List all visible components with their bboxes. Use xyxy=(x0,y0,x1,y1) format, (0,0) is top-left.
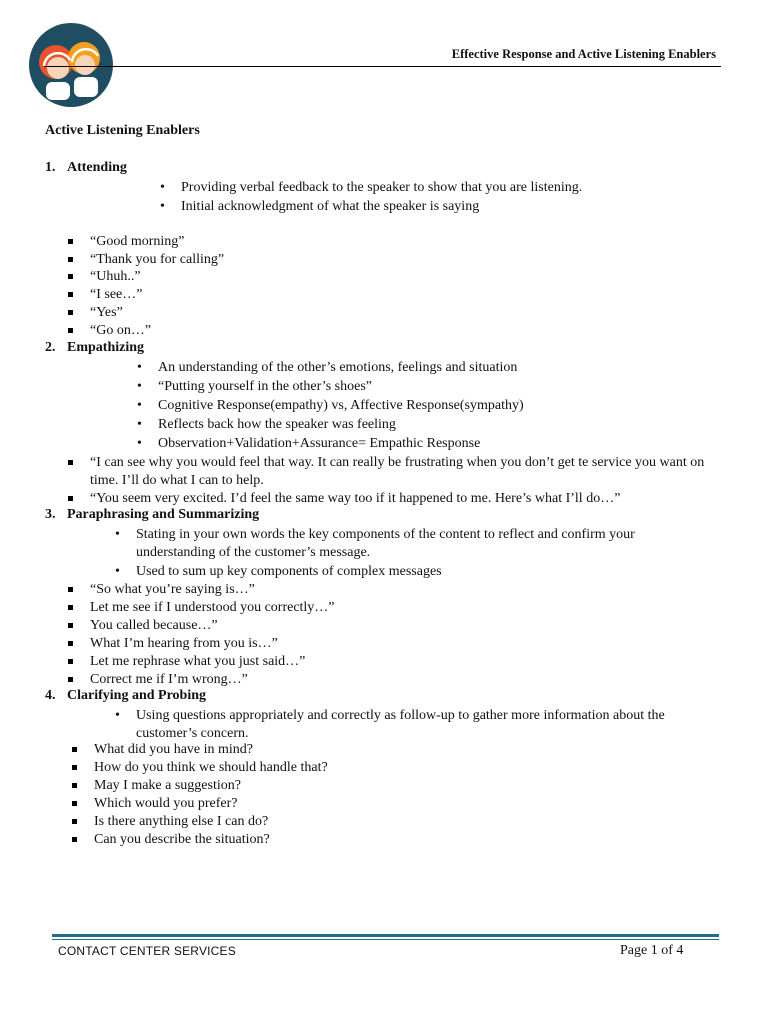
list-item: Using questions appropriately and correctly as follow-up to gather more information about the customer’s concern. xyxy=(136,708,665,741)
footer-company: CONTACT CENTER SERVICES xyxy=(58,944,236,958)
square-bullet xyxy=(68,257,73,262)
square-bullet xyxy=(68,496,73,501)
example-item: Let me see if I understood you correctly…” xyxy=(90,600,335,615)
square-bullet xyxy=(68,292,73,297)
list-item: Used to sum up key components of complex messages xyxy=(136,564,442,579)
square-bullet xyxy=(68,239,73,244)
company-logo-icon xyxy=(28,22,114,108)
section-title: Empathizing xyxy=(67,340,145,355)
section-number: 1. xyxy=(45,160,56,175)
example-item: “Good morning” xyxy=(90,234,185,249)
bullet-dot: • xyxy=(137,398,142,413)
example-item: Is there anything else I can do? xyxy=(94,814,269,829)
example-item: What I’m hearing from you is…” xyxy=(90,636,278,651)
square-bullet xyxy=(72,837,77,842)
square-bullet xyxy=(68,641,73,646)
bullet-dot: • xyxy=(115,708,120,723)
square-bullet xyxy=(68,460,73,465)
list-item: Initial acknowledgment of what the speaker is saying xyxy=(181,199,480,214)
header-divider xyxy=(44,66,721,67)
example-item: “Uhuh..” xyxy=(90,269,141,284)
square-bullet xyxy=(68,659,73,664)
example-item: “So what you’re saying is…” xyxy=(90,582,255,597)
example-item: “I see…” xyxy=(90,287,143,302)
square-bullet xyxy=(68,677,73,682)
list-item: Reflects back how the speaker was feeling xyxy=(158,417,396,432)
example-item: You called because…” xyxy=(90,618,218,633)
bullet-dot: • xyxy=(137,360,142,375)
bullet-dot: • xyxy=(137,417,142,432)
footer-divider xyxy=(52,934,719,937)
bullet-dot: • xyxy=(137,436,142,451)
example-item: “Thank you for calling” xyxy=(90,252,225,267)
example-item: “Go on…” xyxy=(90,323,152,338)
example-item: “I can see why you would feel that way. It can really be frustrating when you don’t get te service you want on time. I’ll do what I can to help. xyxy=(90,455,705,488)
square-bullet xyxy=(72,747,77,752)
list-item: An understanding of the other’s emotions, feelings and situation xyxy=(158,360,518,375)
list-item: Observation+Validation+Assurance= Empathic Response xyxy=(158,436,481,451)
bullet-dot: • xyxy=(137,379,142,394)
list-item: “Putting yourself in the other’s shoes” xyxy=(158,379,372,394)
square-bullet xyxy=(68,623,73,628)
example-item: Can you describe the situation? xyxy=(94,832,270,847)
section-number: 3. xyxy=(45,507,56,522)
example-item: “You seem very excited. I’d feel the same way too if it happened to me. Here’s what I’ll do…” xyxy=(90,491,621,506)
square-bullet xyxy=(68,310,73,315)
bullet-dot: • xyxy=(160,180,165,195)
square-bullet xyxy=(68,328,73,333)
example-item: Correct me if I’m wrong…” xyxy=(90,672,248,687)
example-item: “Yes” xyxy=(90,305,123,320)
square-bullet xyxy=(72,819,77,824)
section-number: 4. xyxy=(45,688,56,703)
list-item: Cognitive Response(empathy) vs, Affective Response(sympathy) xyxy=(158,398,524,413)
list-item: Stating in your own words the key components of the content to reflect and confirm your understanding of the customer’s message. xyxy=(136,527,635,560)
square-bullet xyxy=(68,587,73,592)
section-title: Attending xyxy=(67,160,127,175)
bullet-dot: • xyxy=(115,527,120,542)
example-item: Which would you prefer? xyxy=(94,796,238,811)
section-number: 2. xyxy=(45,340,56,355)
bullet-dot: • xyxy=(160,199,165,214)
square-bullet xyxy=(68,605,73,610)
section-title: Clarifying and Probing xyxy=(67,688,206,703)
page-number: Page 1 of 4 xyxy=(620,943,684,958)
page-title: Active Listening Enablers xyxy=(45,123,200,138)
square-bullet xyxy=(72,801,77,806)
section-title: Paraphrasing and Summarizing xyxy=(67,507,260,522)
square-bullet xyxy=(72,765,77,770)
example-item: May I make a suggestion? xyxy=(94,778,241,793)
example-item: How do you think we should handle that? xyxy=(94,760,328,775)
footer-divider xyxy=(52,939,719,940)
list-item: Providing verbal feedback to the speaker to show that you are listening. xyxy=(181,180,583,195)
example-item: Let me rephrase what you just said…” xyxy=(90,654,306,669)
example-item: What did you have in mind? xyxy=(94,742,254,757)
square-bullet xyxy=(68,274,73,279)
square-bullet xyxy=(72,783,77,788)
bullet-dot: • xyxy=(115,564,120,579)
header-title: Effective Response and Active Listening Enablers xyxy=(451,47,716,61)
